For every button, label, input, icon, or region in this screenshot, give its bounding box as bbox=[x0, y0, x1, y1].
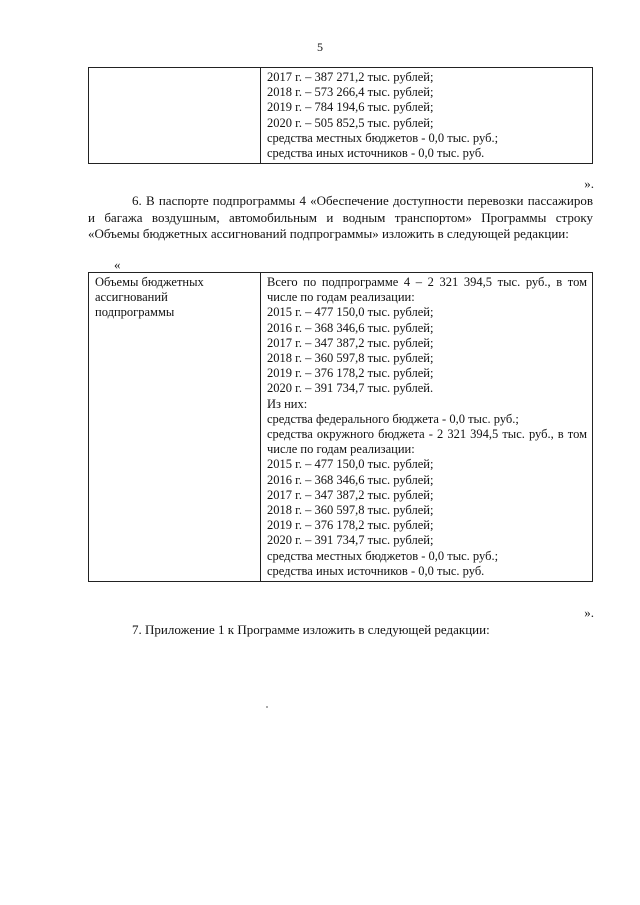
table-line: 2020 г. – 391 734,7 тыс. рублей. bbox=[267, 381, 434, 396]
table-line: 2019 г. – 376 178,2 тыс. рублей; bbox=[267, 518, 434, 533]
table-line: 2018 г. – 360 597,8 тыс. рублей; bbox=[267, 503, 434, 518]
budget-table-continued bbox=[88, 67, 593, 164]
table-row bbox=[89, 273, 593, 582]
paragraph-item-7: 7. Приложение 1 к Программе изложить в следующей редакции: bbox=[132, 622, 490, 637]
table-cell-left bbox=[89, 273, 261, 582]
page-number: 5 bbox=[317, 40, 323, 54]
table-line: 2017 г. – 347 387,2 тыс. рублей; bbox=[267, 487, 434, 502]
table-line: средства иных источников - 0,0 тыс. руб. bbox=[267, 146, 485, 161]
row-label-line: ассигнований bbox=[95, 290, 168, 305]
table-line: 2015 г. – 477 150,0 тыс. рублей; bbox=[267, 457, 434, 472]
table-line: 2018 г. – 360 597,8 тыс. рублей; bbox=[267, 351, 434, 366]
table-row bbox=[89, 68, 593, 164]
table-cell-right bbox=[261, 273, 593, 582]
row-label-line: Объемы бюджетных bbox=[95, 275, 204, 289]
budget-allocations-table bbox=[88, 272, 593, 582]
paragraph-item-6: 6. В паспорте подпрограммы 4 «Обеспечение доступности перевозки пассажиров и багажа воздушным, автомобильным и водным транспортом» Программы строку «Объемы бюджетных ассигнований подпрограммы» изложить в следующей редакции: bbox=[88, 193, 593, 241]
table-line: средства местных бюджетов - 0,0 тыс. руб.; bbox=[267, 548, 499, 563]
closing-quote: ». bbox=[584, 605, 594, 620]
table-line: 2017 г. – 387 271,2 тыс. рублей; bbox=[267, 70, 434, 84]
table-line: 2020 г. – 505 852,5 тыс. рублей; bbox=[267, 115, 434, 130]
table-line: 2016 г. – 368 346,6 тыс. рублей; bbox=[267, 320, 434, 335]
table-cell-right bbox=[261, 68, 593, 164]
table-line: 2015 г. – 477 150,0 тыс. рублей; bbox=[267, 305, 434, 320]
table-cell-left-empty bbox=[89, 68, 261, 164]
table-line: средства федерального бюджета - 0,0 тыс. руб.; bbox=[267, 411, 519, 426]
closing-quote: ». bbox=[584, 176, 594, 191]
opening-quote: « bbox=[114, 257, 121, 272]
table-line: 2018 г. – 573 266,4 тыс. рублей; bbox=[267, 85, 434, 100]
table-line: 2016 г. – 368 346,6 тыс. рублей; bbox=[267, 472, 434, 487]
table-line: Всего по подпрограмме 4 – 2 321 394,5 тыс. руб., в том числе по годам реализации: bbox=[267, 275, 587, 305]
table-line: Из них: bbox=[267, 396, 308, 411]
table-line: 2017 г. – 347 387,2 тыс. рублей; bbox=[267, 335, 434, 350]
table-line: 2019 г. – 784 194,6 тыс. рублей; bbox=[267, 100, 434, 115]
table-line: средства иных источников - 0,0 тыс. руб. bbox=[267, 563, 485, 578]
scan-speck bbox=[266, 706, 268, 708]
table-line: 2019 г. – 376 178,2 тыс. рублей; bbox=[267, 366, 434, 381]
table-line: 2020 г. – 391 734,7 тыс. рублей; bbox=[267, 533, 434, 548]
table-line: средства окружного бюджета - 2 321 394,5 тыс. руб., в том числе по годам реализации: bbox=[267, 427, 587, 457]
row-label-line: подпрограммы bbox=[95, 305, 175, 320]
table-line: средства местных бюджетов - 0,0 тыс. руб.; bbox=[267, 130, 499, 145]
